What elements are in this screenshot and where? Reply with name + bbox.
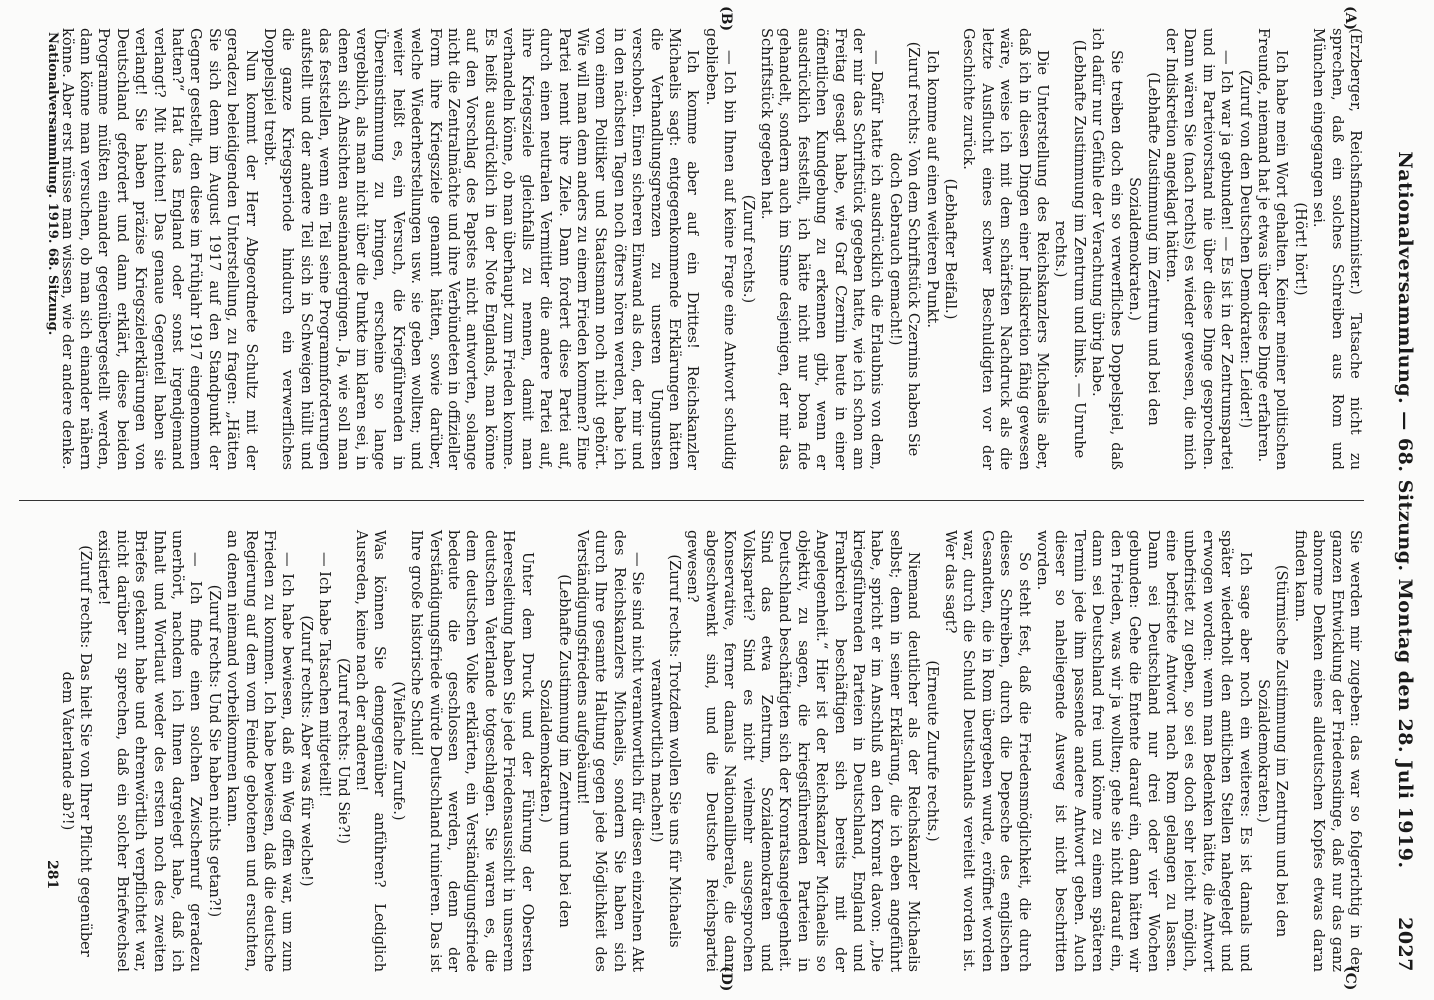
paragraph: Die Unterstellung des Reichskanzlers Michaelis aber, daß ich in diesen Dingen einer Indiskretion fähig gewesen wäre, weise ich mit dem schärfsten Nachdruck als die letzte Ausflucht eines schwer Beschuldigten vor der Geschichte zurück. [960, 28, 1052, 470]
interjection: (Zuruf rechts: Das hielt Sie von Ihrer Pflicht gegenüber dem Vaterlande ab?!) [58, 545, 94, 957]
paragraph: Nun kommt der Herr Abgeordnete Schultz mit der geradezu beleidigenden Unterstellung, zu fragen: „Hätten Sie sich denn im August 1917 auf den Standpunkt der Gegner gestellt, den diese im Frühjahr 1917 eingenommen hatten?“ Hat das England oder sonst irgendjemand verlangt? Mit nichten! Das genaue Gegenteil haben sie verlangt! Sie haben präzise Kriegszielerklärungen von Deutschland gefordert und dann erklärt, diese beiden Programme müßten einander gegenübergestellt werden, dann könne man versuchen, ob man sich einander nähern könne. Aber erst müsse man wissen, wie der andere denke. [58, 28, 260, 470]
interjection: (Zuruf rechts: Trotzdem wollen Sie uns für Michaelis verantwortlich machen!) [647, 554, 683, 948]
page-header [1382, 28, 1416, 972]
paragraph: — Sie sind nicht verantwortlich für diesen einzelnen Akt des Reichskanzlers Michaelis, sondern Sie haben sich durch Ihre gesamte Haltung gegen jede Möglichkeit des Verständigungsfriedens aufgebäumt! [573, 530, 647, 972]
paragraph: Sie werden mir zugeben: das war so folgerichtig in der ganzen Entwicklung der Friedensdinge, daß nur das ganz abnorme Denken eines alldeutschen Kopfes etwas daran finden kann. [1291, 530, 1364, 972]
paragraph: So steht fest, daß die Friedensmöglichkeit, die durch dieses Schreiben, durch die Depesche des englischen Gesandten, die in Rom übergeben wurde, eröffnet worden war, durch die Schuld Deutschlands vereitelt worden ist. Wer das sagt? [942, 530, 1033, 972]
interjection: (Stürmische Zustimmung im Zentrum und bei den Sozialdemokraten.) [1254, 564, 1291, 938]
interjection: (Zuruf rechts: Und Sie haben nichts getan?!) [205, 584, 223, 918]
interjection: (Lebhafter Beifall.) [942, 178, 960, 320]
margin-mark-c: (C) [1342, 966, 1358, 991]
paragraph: Unter dem Druck und der Führung der Obersten Heeresleitung haben Sie jede Friedensaussicht in unserem deutschen Vaterlande totgeschlagen. Sie waren es, die dem deutschen Volke erklärten, ein Verständigungsfriede bedeute die geschlossen werden, denn der Verständigungsfriede würde Deutschland ruinieren. Das ist Ihre große historische Schuld! [408, 530, 536, 972]
interjection: (Lebhafte Zustimmung im Zentrum und bei den Sozialdemokraten.) [1126, 72, 1162, 426]
margin-mark-a: (A) [1342, 6, 1358, 31]
paragraph: Ich komme aber auf ein Drittes! Reichskanzler Michaelis sagt: entgegenkommende Erklärungen hätten die Verhandlungsgrenzen zu unseren Ungunsten verschoben. Einen sicheren Einwand als den, der mir und in den nächsten Tagen noch öfters hören werden, habe ich von einem Politiker und Staatsmann noch nicht gehört. Wie will man denn anders zu einem Frieden kommen? Eine Partei nennt ihre Ziele. Dann fordert diese Partei auf, durch einen neutralen Vermittler die andere Partei auf, ihre Kriegsziele gleichfalls zu nennen, damit man verhandeln könne, ob man überhaupt zum Frieden komme. Es heißt ausdrücklich in der Note Englands, man könne auf den Vorschlag des Papstes nicht antworten, solange nicht die Zentralmächte und ihre Verbündeten in offizieller Form ihre Kriegsziele genannt hätten, sowie darüber, welche Wiederherstellungen usw. sie geben wollten; und weiter heißt es, ein Versuch, die Kriegführenden in Übereinstimmung zu bringen, erscheine so lange vergeblich, als man nicht über die Punkte im klaren sei, in denen sich Ansichten auseinandergingen. Ja, wie soll man das feststellen, wenn ein Teil seine Programmforderungen aufstellt und der andere Teil sich in Schweigen hüllt und die ganze Kriegsperiode hindurch ein verwerfliches Doppelspiel treibt. [261, 28, 702, 470]
paragraph: Niemand deutlicher als der Reichskanzler Michaelis selbst; denn in seiner Erklärung, die ich eben angeführt habe, spricht er im Anschluß an den Kronrat davon: „Die kriegsführenden Parteien in Deutschland, England und Frankreich beschäftigen sich bereits mit der Angelegenheit.“ Hier ist der Reichskanzler Michaelis so objektiv, zu sagen, die kriegsführenden Parteien in Deutschland beschäftigten sich der Kronratsangelegenheit. Sind das etwa Zentrum, Sozialdemokraten und Volkspartei? Sind es nicht vielmehr ausgesprochen Konservative, ferner damals Nationalliberale, die dann abgeschwenkt sind, und die Deutsche Reichspartei gewesen? [684, 530, 923, 972]
interjection: (Vielfache Zurufe.) [389, 681, 407, 821]
interjection: (Zuruf rechts: Von dem Schriftstück Czernins haben Sie doch Gebrauch gemacht!) [886, 41, 923, 457]
paragraph: — Ich habe Tatsachen mitgeteilt! [316, 552, 334, 798]
left-column [57, 28, 1364, 470]
footer-session: Nationalversammlung. 1919. 68. Sitzung. [45, 32, 60, 336]
interjection: (Zuruf rechts.) [739, 194, 757, 304]
paragraph: Ich habe mein Wort gehalten. Keiner meiner politischen Freunde, niemand hat je etwas über diese Dinge erfahren. [1254, 28, 1291, 470]
paragraph: Ich sage aber noch ein weiteres: Es ist damals und später wiederholt den amtlichen Stellen nahegelegt und erwogen worden: wenn man Bedenken hätte, die Antwort unbefristet zu geben, so sei es doch sehr leicht möglich, eine befristete Antwort nach Rom gelangen zu lassen. Dann sei Deutschland nur drei oder vier Wochen gebunden: Gehe die Entente darauf ein, dann hätten wir den Frieden, was wir ja wollten; gehe sie nicht darauf ein, dann sei Deutschland frei und könne zu einem späteren Termin jede ihm passende andere Antwort geben. Auch dieser so naheliegende Ausweg ist nicht beschritten worden. [1034, 530, 1254, 972]
paragraph: — Ich bin Ihnen auf keine Frage eine Antwort schuldig geblieben. [702, 28, 739, 470]
paragraph: — Ich finde einen solchen Zwischenruf geradezu unerhört, nachdem ich Ihnen dargelegt habe, daß ich Inhalt und Wortlaut weder des ersten noch des zweiten Briefes gekannt habe und ehrenwörtlich verpflichtet war, nicht darüber zu sprechen, daß ein solcher Briefwechsel existierte! [95, 530, 205, 972]
paragraph: Ich komme auf einen weiteren Punkt. [923, 50, 941, 328]
interjection: (Zuruf rechts: Und Sie?!) [334, 657, 352, 845]
footer-sheet-number: 281 [44, 860, 60, 890]
margin-mark-b: (B) [718, 6, 734, 32]
interjection: (Erneute Zurufe rechts.) [923, 660, 941, 842]
page-title: Nationalversammlung. — 68. Sitzung. Montag den 28. Juli 1919. [1394, 151, 1416, 869]
page-number: 2027 [1394, 917, 1416, 972]
interjection: (Lebhafte Zustimmung im Zentrum und links. — Unruhe rechts.) [1052, 39, 1088, 459]
paragraph: (Erzberger, Reichsfinanzminister.) Tatsache nicht zu sprechen, daß ein solches Schreiben aus Rom und München eingegangen sei. [1310, 28, 1364, 470]
interjection: (Hört! hört!) [1291, 202, 1309, 296]
interjection: (Zuruf von den Deutschen Demokraten: Leider!) [1236, 69, 1254, 429]
paragraph: Sie treiben doch ein so verwerfliches Doppelspiel, daß ich dafür nur Gefühle der Verachtung übrig habe. [1089, 28, 1125, 470]
paragraph: — Dafür hatte ich ausdrücklich die Erlaubnis von dem, der mir das Schriftstück gegeben hatte, wie ich schon am Freitag gesagt habe, wie Graf Czernin heute in einer öffentlichen Kundgebung zu erkennen gibt, wenn er ausdrücklich feststellt, ich hätte nicht nur bona fide gehandelt, sondern auch im Sinne desjenigen, der mir das Schriftstück gegeben hat. [758, 28, 886, 470]
interjection: (Lebhafte Zustimmung im Zentrum und bei den Sozialdemokraten.) [537, 574, 573, 928]
paragraph: — Ich war ja gebunden! — Es ist in der Zentrumspartei und im Parteivorstand nie über diese Dinge gesprochen. Dann wären Sie (nach rechts) es wieder gewesen, die mich der Indiskretion angeklagt hätten. [1162, 28, 1236, 470]
right-column [57, 530, 1364, 972]
paragraph: Was können Sie demgegenüber anführen? Lediglich Ausreden, keine nach der anderen! [353, 530, 389, 972]
interjection: (Zuruf rechts: Aber was für welche!) [297, 615, 315, 887]
margin-mark-d: (D) [718, 966, 734, 992]
paragraph: — Ich habe bewiesen, daß ein Weg offen war, um zum Frieden zu kommen. Ich habe bewiesen, daß die deutsche Regierung auf dem vom Feinde gebotenen und ersuchten, an denen niemand vorbeikommen kann. [224, 530, 297, 972]
column-divider [19, 500, 1364, 501]
